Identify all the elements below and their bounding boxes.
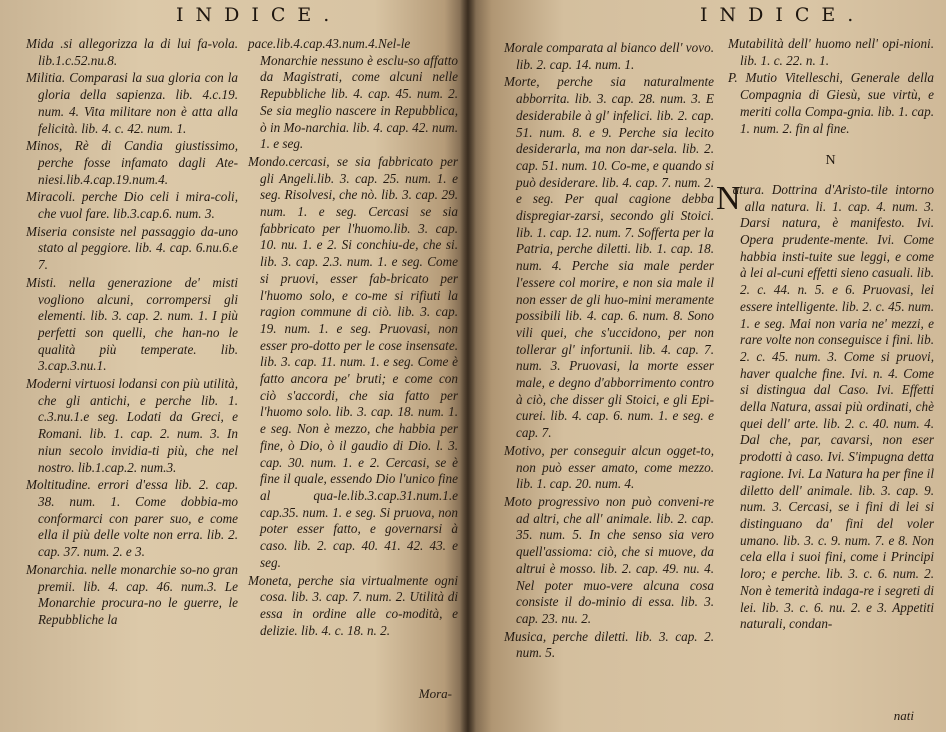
left-column-1 — [26, 36, 238, 630]
index-entry: Minos, Rè di Candia giustissimo, perche fosse infamato dagli Ate-niesi.lib.4.cap.19.num.4. — [26, 138, 238, 187]
index-entry: Moneta, perche sia virtualmente ogni cosa. lib. 3. cap. 7. num. 2. Utilità di essa in ordine alle co-modità, e delizie. lib. 4. c. 18. n. 2. — [248, 572, 458, 638]
index-entry: Morte, perche sia naturalmente abborrita. lib. 3. cap. 28. num. 3. E desiderabile à gl' infelici. lib. 2. cap. 51. num. 8. e 9. Perche sia lecito desiderarla, ma non dar-sela. lib. 2. cap. 51. num. 10. Co-me, e quando si può desiderare. lib. 4. cap. 7. num. 2. e seg. Per qual cagione debba dispregiar-zarsi, secondo gli Stoici. lib. 1. cap. 12. num. 7. Sofferta per la Patria, perche diletti. lib. 1. cap. 18. num. 4. Perche sia male perder l'essere col morire, e non sia male il non esser de gli huo-mini meramente possibili lib. 4. cap. 6. num. 8. Sono vili quei, che s'uccidono, per non tollerar gl' infortunii. lib. 4. cap. 7. num. 3. Pruovasi, la morte esser male, e degno d'abborrimento contro à ciò, che disser gli Stoici, e gli Epi-curei. lib. 4. cap. 6. num. 1. e seg. e cap. 7. — [504, 74, 714, 441]
running-head-right: INDICE. — [700, 4, 866, 26]
running-head-left: INDICE. — [176, 4, 342, 26]
index-entry: Misti. nella generazione de' misti vogliono alcuni, corrompersi gli elementi. lib. 3. cap. 2. num. 1. I più perfetti son quelli, che han-no le qualità più temperate. lib. 3.cap.3.nu.1. — [26, 274, 238, 374]
index-entry: Monarchia. nelle monarchie so-no gran premii. lib. 4. cap. 46. num.3. Le Monarchie procura-no le guerre, le Repubbliche la — [26, 561, 238, 627]
index-entry: Militia. Comparasi la sua gloria con la gloria della sapienza. lib. 4.c.19. num. 4. Vita militare non è atta alla felicità. lib. 4. c. 42. num. 1. — [26, 70, 238, 136]
section-letter: N — [825, 153, 837, 169]
index-entry: Miracoli. perche Dio celi i mira-coli, che vuol fare. lib.3.cap.6. num. 3. — [26, 189, 238, 222]
catchword-right: nati — [893, 708, 914, 723]
index-entry: Mutabilità dell' huomo nell' opi-nioni. lib. 1. c. 22. n. 1. — [728, 36, 934, 68]
left-page — [0, 0, 468, 732]
index-entry: Moderni virtuosi lodansi con più utilità, che gli antichi, e perche lib. 1. c.3.nu.1.e seg. Lodati da Greci, e Romani. lib. 1. cap. 2. num. 3. In niun secolo invidia-ti più, che nel nostro. lib.1.cap.2. num.3. — [26, 376, 238, 475]
index-entry: P. Mutio Vitelleschi, Generale della Compagnia di Giesù, sue virtù, e meriti colla Compa-gnia. lib. 1. cap. 1. num. 2. fin al fine. — [728, 70, 934, 136]
index-entry: Motivo, per conseguir alcun ogget-to, non può esser amato, come mezzo. lib. 1. cap. 20. num. 4. — [504, 442, 714, 492]
index-entry: Moltitudine. errori d'essa lib. 2. cap. 38. num. 1. Come dobbia-mo conformarci con parer suo, e come ella il più delle volte non erra. lib. 2. cap. 37. num. 2. e 3. — [26, 477, 238, 560]
index-entry-dropcap — [716, 179, 934, 633]
index-entry: Mondo.cercasi, se sia fabbricato per gli Angeli.lib. 3. cap. 25. num. 1. e seg. Risolvesi, che nò. lib. 3. cap. 29. num. 1. e seg. Cercasi se sia fabbricato per l'huomo.lib. 3. cap. 10. nu. 1. e 2. Si conchiu-de, che si. lib. 3. cap. 2.3. num. 1. e seg. Come si pruovi, esser fab-bricato per l'huomo solo, e co-me si rifiuti la ragion commune di ciò. lib. 3. cap. 19. num. 1. e seg. Pruovasi, non esser pro-dotto per le cose insensate. lib. 3. cap. 11. num. 1. e seg. Come è fatto ancora pe' bruti; e come con ciò s'accordi, che sia fatto per l'huomo solo. lib. 3. cap. 18. num. 1. e seg. Non è mezzo, che habbia per fine, ò Dio, ò il gaudio di Dio. l. 3. cap. 30. num. 1. e 2. Cercasi, se è fine il quale, essendo Dio l'unico fine al qua-le.lib.3.cap.31.num.1.e cap.35. num. 1. e seg. Si pruova, non poter esser fatto, e governarsi à caso. lib. 2. cap. 40. 41. 42. 43. e seg. — [248, 153, 458, 570]
left-column-2 — [248, 36, 458, 640]
index-entry: pace.lib.4.cap.43.num.4.Nel-le Monarchie nessuno è esclu-so affatto da Magistrati, come alcuni nelle Repubbliche lib. 4. cap. 45. num. 2. Se sia meglio nascere in Repubblica, ò in Mo-narchia. lib. 4. cap. 42. num. 1. e seg. — [248, 36, 458, 152]
index-entry: Mida .si allegorizza la di lui fa-vola. lib.1.c.52.nu.8. — [26, 36, 238, 68]
right-page — [468, 0, 946, 732]
dropcap-entry-text: atura. Dottrina d'Aristo-tile intorno alla natura. li. 1. cap. 4. num. 3. Darsi natura, è manifesto. Ivi. Opera prudente-mente. Ivi. Come habbia insti-tuite sue leggi, e come à lei al-cuni effetti sieno casuali. lib. 2. c. 44. n. 5. e 6. Pruovasi, lei essere intelligente. lib. 2. c. 45. num. 1. e seg. Mai non varia ne' mezzi, e rare volte non conseguisce i fini. lib. 2. c. 45. num. 3. Come si pruovi, haver qualche fine. Ivi. n. 4. Come si distingua dal Caso. Ivi. Effetti della Natura, assai più ordinati, chè quei dell' arte. lib. 2. c. 40. num. 4. Dal che, par, cavarsi, non eser prodotti à caso. Ivi. S'impugna detta ragione. Ivi. La Natura ha per fine il diletto dell' animale. lib. 3. cap. 9. num. 3. Cercasi, se i fini di lei si distinguano da' fini del voler umano. lib. 3. c. 9. num. 7. e 8. Non cela ella i suoi fini, come i Principi loro; e perche. lib. 3. c. 6. num. 2. Non è temerità indaga-re i segreti di lei. lib. 3. c. 6. nu. 2. e 3. Appetiti naturali, condan- — [732, 181, 934, 632]
index-entry: Musica, perche diletti. lib. 3. cap. 2. num. 5. — [504, 628, 714, 661]
right-column-2 — [716, 36, 934, 634]
index-entry: Moto progressivo non può conveni-re ad altri, che all' animale. lib. 2. cap. 35. num. 5. In che senso sia vero quell'assioma: ciò, che si muove, da altrui è mosso. lib. 2. cap. 49. nu. 4. Nel poter muo-vere alcuna cosa consiste il do-minio di essa. lib. 3. cap. 23. nu. 2. — [504, 493, 714, 626]
catchword-left: Mora- — [418, 686, 452, 701]
index-entry: Morale comparata al bianco dell' vovo. lib. 2. cap. 14. num. 1. — [504, 40, 714, 72]
drop-cap: N — [716, 179, 741, 217]
right-column-1 — [504, 40, 714, 663]
index-entry: Miseria consiste nel passaggio da-uno stato al peggiore. lib. 4. cap. 6.nu.6.e 7. — [26, 223, 238, 273]
